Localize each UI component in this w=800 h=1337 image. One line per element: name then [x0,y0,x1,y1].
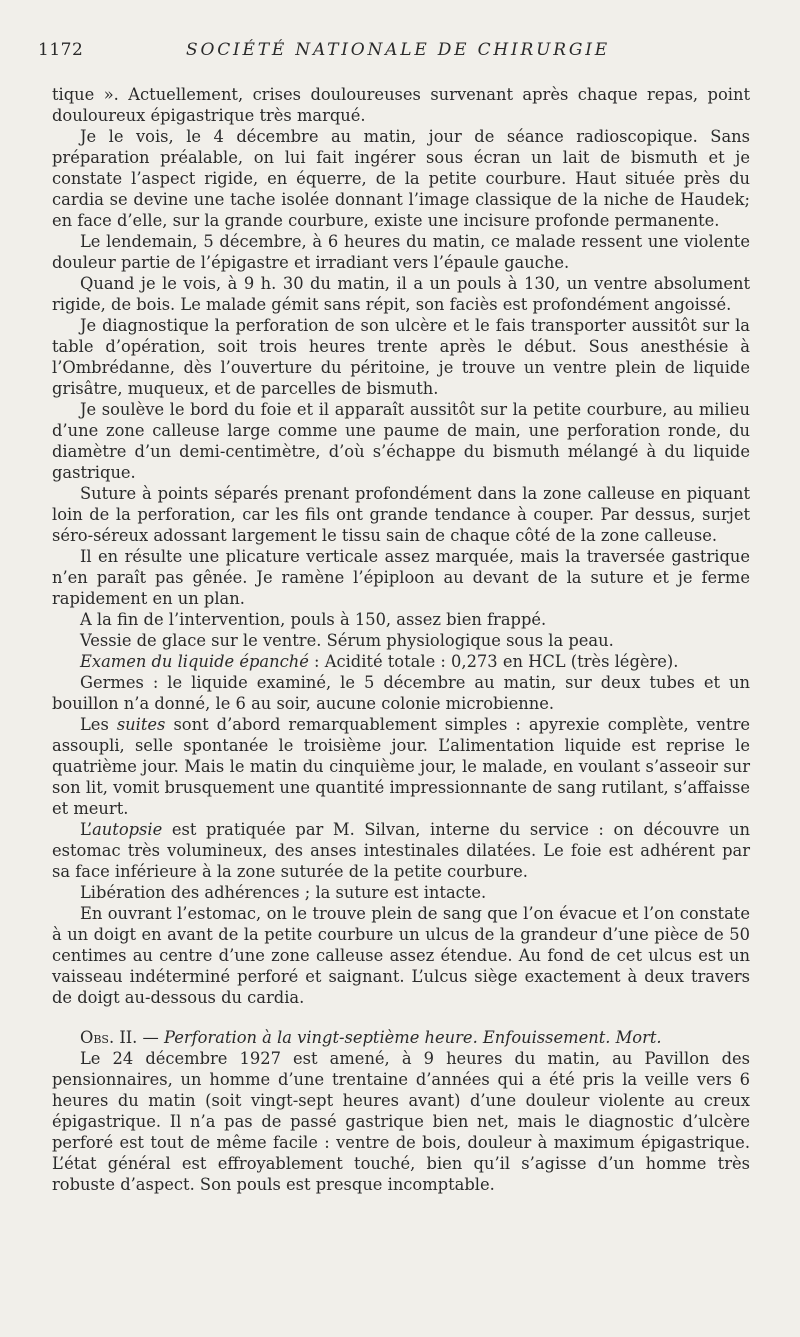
paragraph-text: est pratiquée par M. Silvan, interne du service : on découvre un estomac très volumineux, des anses intestinales dilatées. Le foie est adhérent par sa face inférieure à la zone suturée de la petite courbure. [52,820,750,881]
observation-label: Obs. II. [80,1028,138,1047]
paragraph [52,819,750,882]
paragraph-text: sont d’abord remarquablement simples : apyrexie complète, ventre assoupli, selle spontanée le troisième jour. L’alimentation liquide est reprise le quatrième jour. Mais le matin du cinquième jour, le malade, en voulant s’asseoir sur son lit, vomit brusquement une quantité impressionnante de sang rutilant, s’affaisse et meurt. [52,715,750,818]
italic-term: suites [116,715,166,734]
paragraph: Il en résulte une plicature verticale assez marquée, mais la traversée gastrique n’en paraît pas gênée. Je ramène l’épiploon au devant de la suture et je ferme rapidement en un plan. [52,547,750,608]
paragraph: A la fin de l’intervention, pouls à 150, assez bien frappé. [80,610,547,629]
paragraph: Vessie de glace sur le ventre. Sérum physiologique sous la peau. [80,631,614,650]
paragraph [52,651,750,672]
paragraph-text: L’ [80,820,93,839]
paragraph: Quand je le vois, à 9 h. 30 du matin, il a un pouls à 130, un ventre absolument rigide, de bois. Le malade gémit sans répit, son faciès est profondément angoissé. [52,274,750,314]
running-head: SOCIÉTÉ NATIONALE DE CHIRURGIE [186,40,610,60]
page-header [38,40,758,68]
article-body [52,84,750,1195]
paragraph: En ouvrant l’estomac, on le trouve plein de sang que l’on évacue et l’on constate à un doigt en avant de la petite courbure un ulcus de la grandeur d’une pièce de 50 centimes au centre d’une zone calleuse assez étendue. Au fond de cet ulcus est un vaisseau indéterminé perforé et saignant. L’ulcus siège exactement à deux travers de doigt au-dessous du cardia. [52,904,750,1007]
paragraph-text: : Acidité totale : 0,273 en HCL (très légère). [308,652,679,671]
paragraph: Je diagnostique la perforation de son ulcère et le fais transporter aussitôt sur la table d’opération, soit trois heures trente après le début. Sous anesthésie à l’Ombrédanne, dès l’ouverture du péritoine, je trouve un ventre plein de liquide grisâtre, muqueux, et de parcelles de bismuth. [52,316,750,398]
paragraph: Germes : le liquide examiné, le 5 décembre au matin, sur deux tubes et un bouillon n’a donné, le 6 au soir, aucune colonie microbienne. [52,673,750,713]
observation-heading [52,1027,750,1048]
page-number: 1172 [38,40,84,60]
paragraph: Je soulève le bord du foie et il apparaît aussitôt sur la petite courbure, au milieu d’une zone calleuse large comme une paume de main, une perforation ronde, du diamètre d’un demi-centimètre, d’où s’échappe du bismuth mélangé à du liquide gastrique. [52,400,750,482]
paragraph: Libération des adhérences ; la suture est intacte. [80,883,487,902]
observation-dash: — [137,1028,164,1047]
paragraph: Suture à points séparés prenant profondément dans la zone calleuse en piquant loin de la perforation, car les fils ont grande tendance à couper. Par dessus, surjet séro-séreux adossant largement le tissu sain de chaque côté de la zone calleuse. [52,484,750,545]
paragraph: Le 24 décembre 1927 est amené, à 9 heures du matin, au Pavillon des pensionnaires, un homme d’une trentaine d’années qui a été pris la veille vers 6 heures du matin (soit vingt-sept heures avant) d’une douleur violente au creux épigastrique. Il n’a pas de passé gastrique bien net, mais le diagnostic d’ulcère perforé est tout de même facile : ventre de bois, douleur à maximum épigastrique. L’état général est effroyablement touché, bien qu’il s’agisse d’un homme très robuste d’aspect. Son pouls est presque incomptable. [52,1049,750,1194]
observation-title: Perforation à la vingt-septième heure. Enfouissement. Mort. [164,1028,662,1047]
italic-heading: Examen du liquide épanché [80,652,309,671]
paragraph [52,714,750,819]
paragraph: Le lendemain, 5 décembre, à 6 heures du matin, ce malade ressent une violente douleur partie de l’épigastre et irradiant vers l’épaule gauche. [52,232,750,272]
italic-term: autopsie [92,820,163,839]
paragraph: tique ». Actuellement, crises douloureuses survenant après chaque repas, point douloureux épigastrique très marqué. [52,85,750,125]
paragraph-text: Les [80,715,117,734]
paragraph: Je le vois, le 4 décembre au matin, jour de séance radioscopique. Sans préparation préalable, on lui fait ingérer sous écran un lait de bismuth et je constate l’aspect rigide, en équerre, de la petite courbure. Haut située près du cardia se devine une tache isolée donnant l’image classique de la niche de Haudek; en face d’elle, sur la grande courbure, existe une incisure profonde permanente. [52,127,750,230]
